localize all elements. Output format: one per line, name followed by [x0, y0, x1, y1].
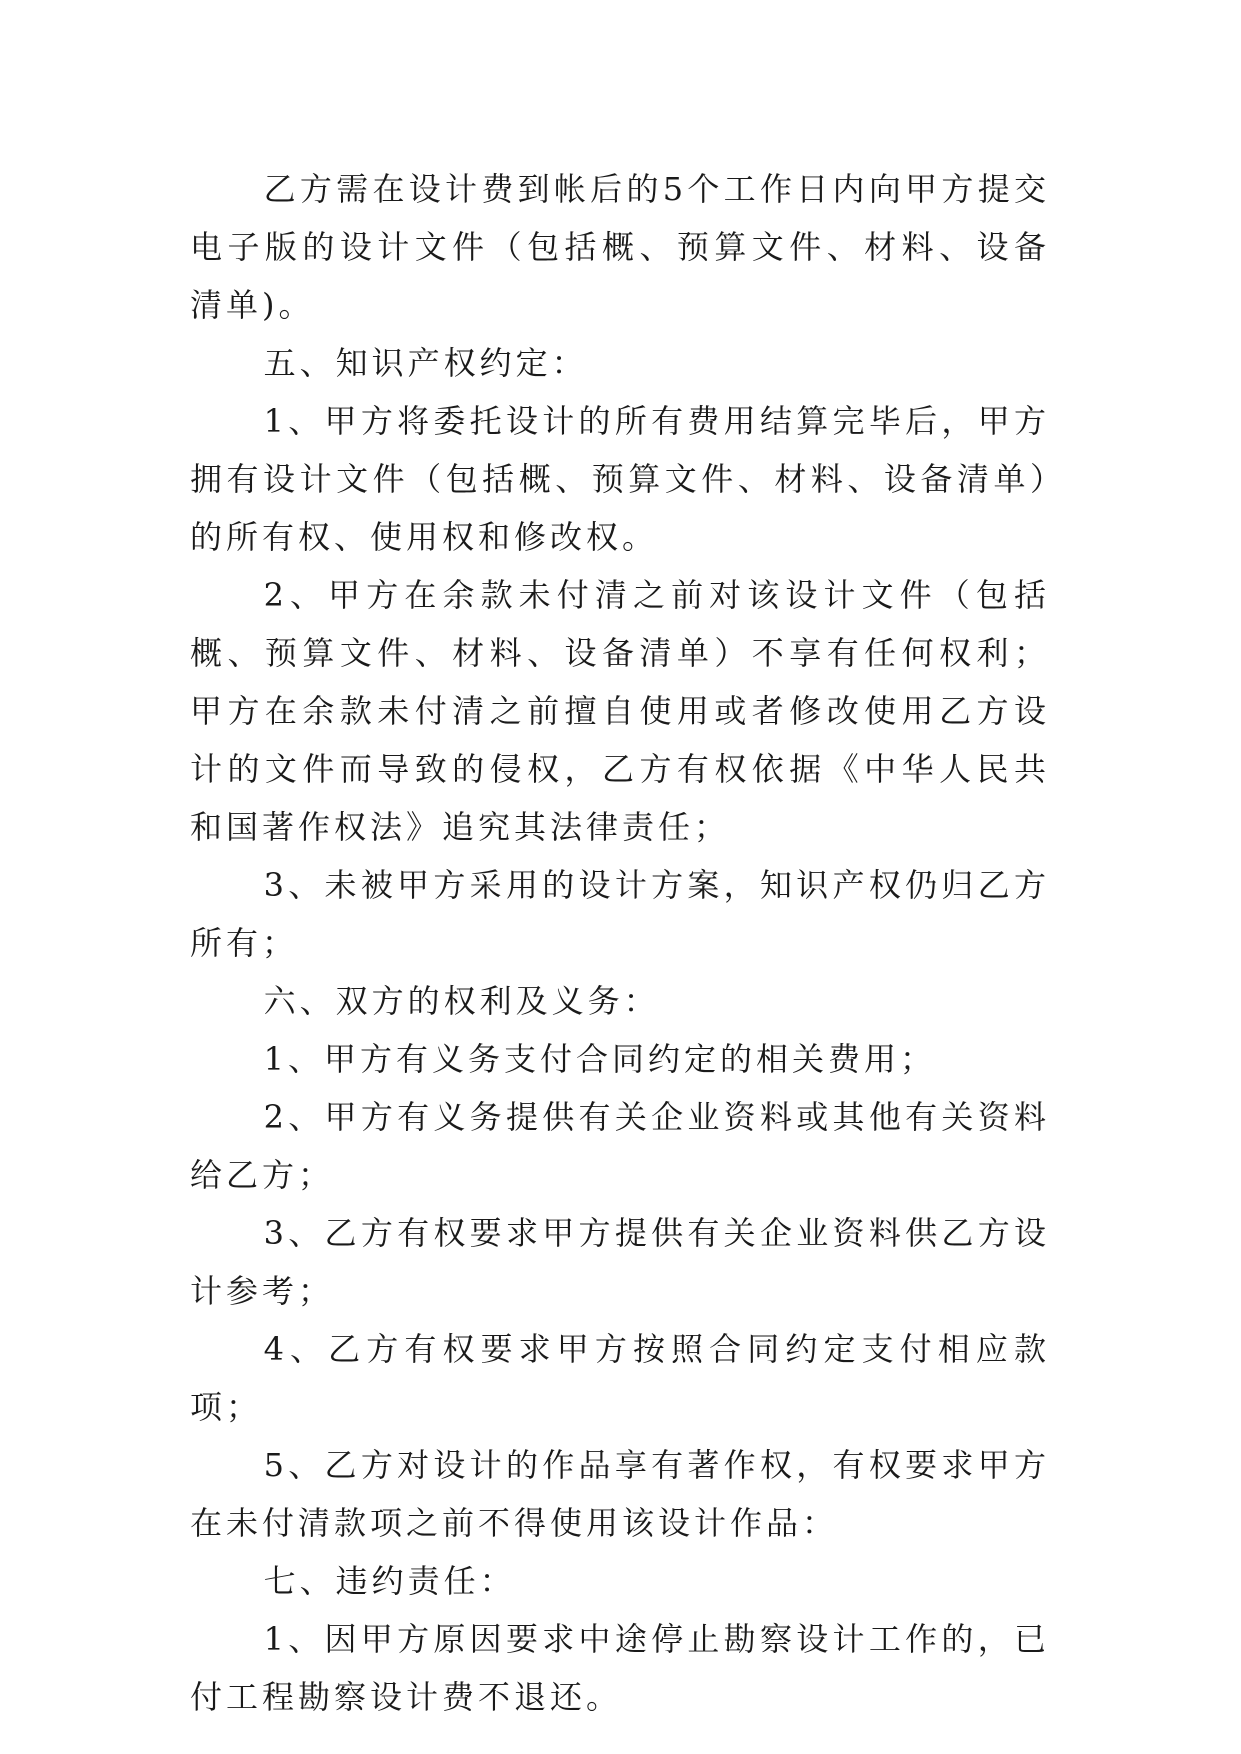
paragraph-rights-4: 4、乙方有权要求甲方按照合同约定支付相应款项； [190, 1330, 1050, 1426]
section-heading-rights: 六、双方的权利及义务： [263, 982, 660, 1020]
paragraph-liability-1: 1、因甲方原因要求中途停止勘察设计工作的，已付工程勘察设计费不退还。 [190, 1620, 1050, 1716]
paragraph-rights-2: 2、甲方有义务提供有关企业资料或其他有关资料给乙方； [190, 1098, 1050, 1194]
paragraph-rights-3: 3、乙方有权要求甲方提供有关企业资料供乙方设计参考； [190, 1214, 1050, 1310]
paragraph-ip-3: 3、未被甲方采用的设计方案，知识产权仍归乙方所有； [190, 866, 1050, 962]
document-body [190, 160, 1050, 1726]
paragraph-ip-1: 1、甲方将委托设计的所有费用结算完毕后，甲方拥有设计文件（包括概、预算文件、材料、设备清单）的所有权、使用权和修改权。 [190, 402, 1050, 556]
section-heading-ip: 五、知识产权约定： [263, 344, 588, 382]
paragraph-delivery-terms: 乙方需在设计费到帐后的5个工作日内向甲方提交电子版的设计文件（包括概、预算文件、材料、设备清单)。 [190, 170, 1050, 324]
paragraph-rights-5: 5、乙方对设计的作品享有著作权，有权要求甲方在未付清款项之前不得使用该设计作品： [190, 1446, 1050, 1542]
section-heading-liability: 七、违约责任： [263, 1562, 516, 1600]
paragraph-rights-1: 1、甲方有义务支付合同约定的相关费用； [263, 1040, 936, 1078]
paragraph-ip-2: 2、甲方在余款未付清之前对该设计文件（包括概、预算文件、材料、设备清单）不享有任何权利；甲方在余款未付清之前擅自使用或者修改使用乙方设计的文件而导致的侵权，乙方有权依据《中华人民共和国著作权法》追究其法律责任； [190, 576, 1050, 846]
